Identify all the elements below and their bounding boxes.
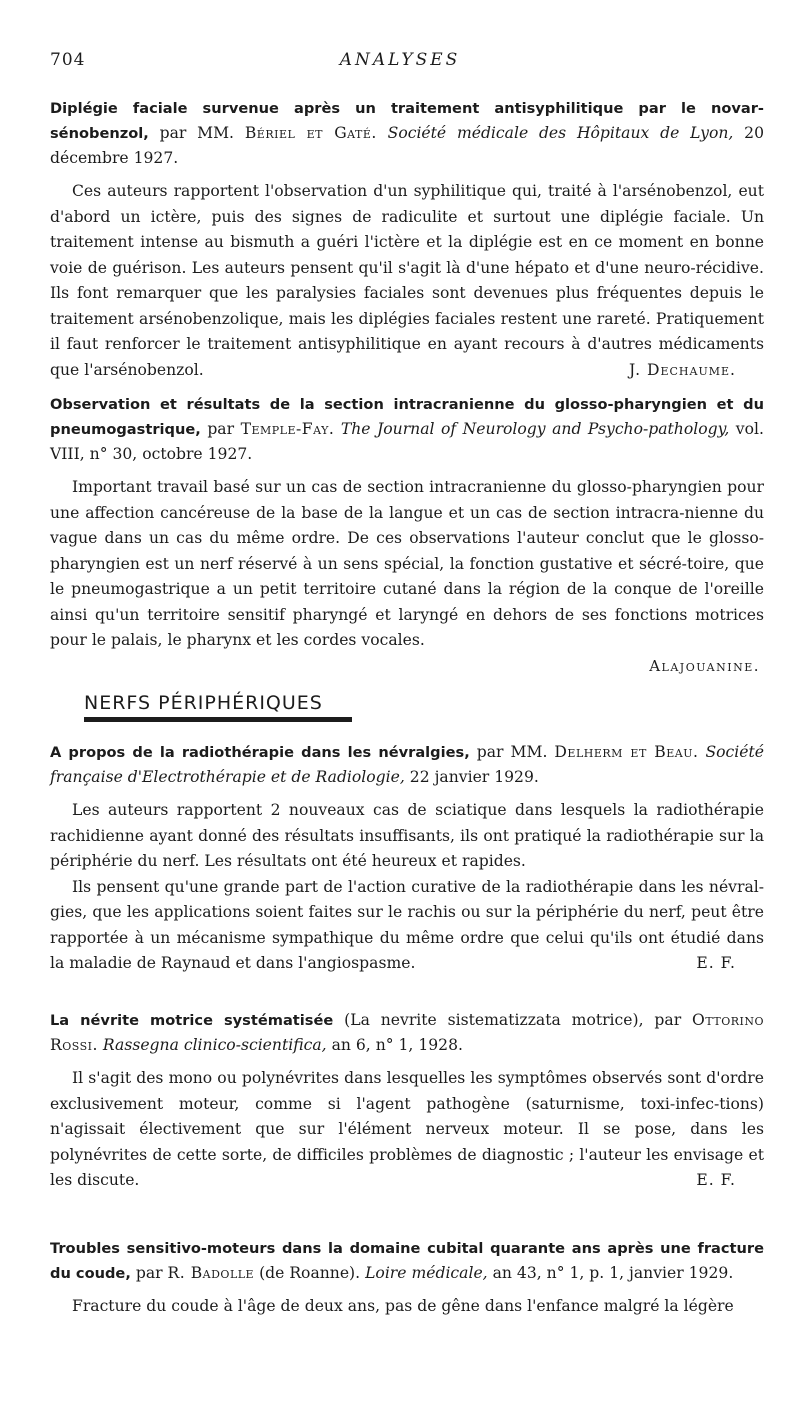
article-4-signature: E. F. (696, 1171, 736, 1189)
article-4-date: an 6, n° 1, 1928. (331, 1036, 463, 1054)
article-2-paragraph: Important travail basé sur un cas de section intracranienne du glosso-pharyngien pour une affection cancéreuse de la base de la langue et un cas de section intracra-nienne du vague dans un cas du même ordre. De ces observations l'auteur conclut que le glosso-pharyngien est un nerf réservé à un sens spécial, la fonction gustative et sécré-toire, que le pneumogastrique a un petit territoire cutané dans la région de la conque de l'oreille ainsi qu'un territoire sensitif pharyngé et laryngé en dehors de ses fonctions motrices pour le palais, le pharynx et les cordes vocales. (50, 478, 764, 649)
article-1-journal: Société médicale des Hôpitaux de Lyon, (387, 124, 734, 142)
article-4-journal: Rassegna clinico-scientifica, (102, 1036, 327, 1054)
article-1-paragraph-text: Ces auteurs rapportent l'observation d'un syphilitique qui, traité à l'arsénobenzol, eut d'abord un ictère, puis des signes de radiculite et surtout une diplégie faciale. Un traitement intense au bismuth a guéri l'ictère et la diplégie est en ce moment en bonne voie de guérison. Les auteurs pensent qu'il s'agit là d'une hépato et d'une neuro-récidive. Ils font remarquer que les paralysies faciales sont devenues plus fréquentes depuis le traitement arsénobenzolique, mais les diplégies faciales restent une rareté. Pratiquement il faut renforcer le traitement antisyphilitique en ayant recours à d'autres médicaments que l'arsénobenzol. (50, 182, 764, 379)
article-1-citation (50, 96, 764, 171)
article-4-paragraph (50, 1066, 764, 1194)
page-number: 704 (50, 50, 86, 70)
article-3-title: A propos de la radiothérapie dans les névralgies, (50, 744, 470, 761)
article-3-by: par MM. (476, 743, 548, 761)
article-4 (50, 1008, 764, 1194)
article-3-citation (50, 740, 764, 790)
article-1-authors: Bériel et Gaté. (244, 124, 377, 142)
article-5-paragraph: Fracture du coude à l'âge de deux ans, pas de gêne dans l'enfance malgré la légère (72, 1297, 734, 1315)
article-4-authors: Ottorino Rossi. (50, 1011, 764, 1054)
article-4-paragraph-text: Il s'agit des mono ou polynévrites dans lesquelles les symptômes observés sont d'ordre exclusivement moteur, comme si l'agent pathogène (saturnisme, toxi-infec-tions) n'agissait électivement que sur l'élément nerveux moteur. Il se pose, dans les polynévrites de cette sorte, de difficiles problèmes de diagnostic ; l'auteur les envisage et les discute. (50, 1069, 764, 1189)
running-head: ANALYSES (339, 50, 461, 70)
article-1 (50, 96, 764, 383)
article-4-title: La névrite motrice systématisée (50, 1012, 334, 1029)
article-5-citation (50, 1236, 764, 1286)
article-5-title: Troubles sensitivo-moteurs dans la domaine cubital quarante ans après une fracture du coude, (50, 1240, 764, 1282)
article-5-affiliation: (de Roanne). (259, 1264, 361, 1282)
article-3-signature: E. F. (696, 954, 736, 972)
article-5-date: an 43, n° 1, p. 1, janvier 1929. (492, 1264, 734, 1282)
article-3 (50, 740, 764, 977)
article-1-title: Diplégie faciale survenue après un traitement antisyphilitique par le novar-sénobenzol, (50, 100, 764, 142)
article-5-authors: R. Badolle (167, 1264, 255, 1282)
article-2-date: vol. VIII, n° 30, octobre 1927. (50, 420, 764, 463)
page-header (50, 50, 750, 74)
article-5 (50, 1236, 764, 1320)
article-3-paragraph-2 (50, 875, 764, 977)
article-2-journal: The Journal of Neurology and Psycho-pathology, (340, 420, 730, 438)
article-2-authors: Temple-Fay. (240, 420, 335, 438)
article-2-citation (50, 392, 764, 467)
article-4-by: (La nevrite sistematizzata motrice), par (344, 1011, 682, 1029)
article-1-date: 20 décembre 1927. (50, 124, 765, 167)
article-2-by: par (207, 420, 235, 438)
article-2-signature: Alajouanine. (649, 656, 760, 675)
section-heading-text: NERFS PÉRIPHÉRIQUES (84, 692, 323, 714)
article-3-authors: Delherm et Beau. (554, 743, 699, 761)
section-heading-rule (84, 717, 352, 722)
article-3-paragraph-2-text: Ils pensent qu'une grande part de l'action curative de la radiothérapie dans les névral-gies, que les applications soient faites sur le rachis ou sur la périphérie du nerf, peut être rapportée à un mécanisme sympathique du même ordre que celui qu'ils ont étudié dans la maladie de Raynaud et dans l'angiospasme. (50, 877, 764, 972)
article-1-paragraph (50, 179, 764, 383)
article-1-by: par MM. (159, 124, 235, 142)
article-5-by: par (135, 1264, 163, 1282)
article-2-title: Observation et résultats de la section intracranienne du glosso-pharyngien et du pneumogastrique, (50, 396, 764, 438)
article-3-paragraph-1: Les auteurs rapportent 2 nouveaux cas de sciatique dans lesquels la radiothérapie rachidienne ayant donné des résultats insuffisants, ils ont pratiqué la radiothérapie sur la périphérie du nerf. Les résultats ont été heureux et rapides. (50, 801, 764, 870)
section-heading (84, 692, 352, 722)
article-4-citation (50, 1008, 764, 1058)
article-1-signature: J. Dechaume. (629, 360, 736, 379)
article-2 (50, 392, 764, 679)
article-5-journal: Loire médicale, (365, 1264, 488, 1282)
article-3-date: 22 janvier 1929. (409, 768, 539, 786)
article-3-journal: Société française d'Electrothérapie et de Radiologie, (50, 743, 764, 786)
